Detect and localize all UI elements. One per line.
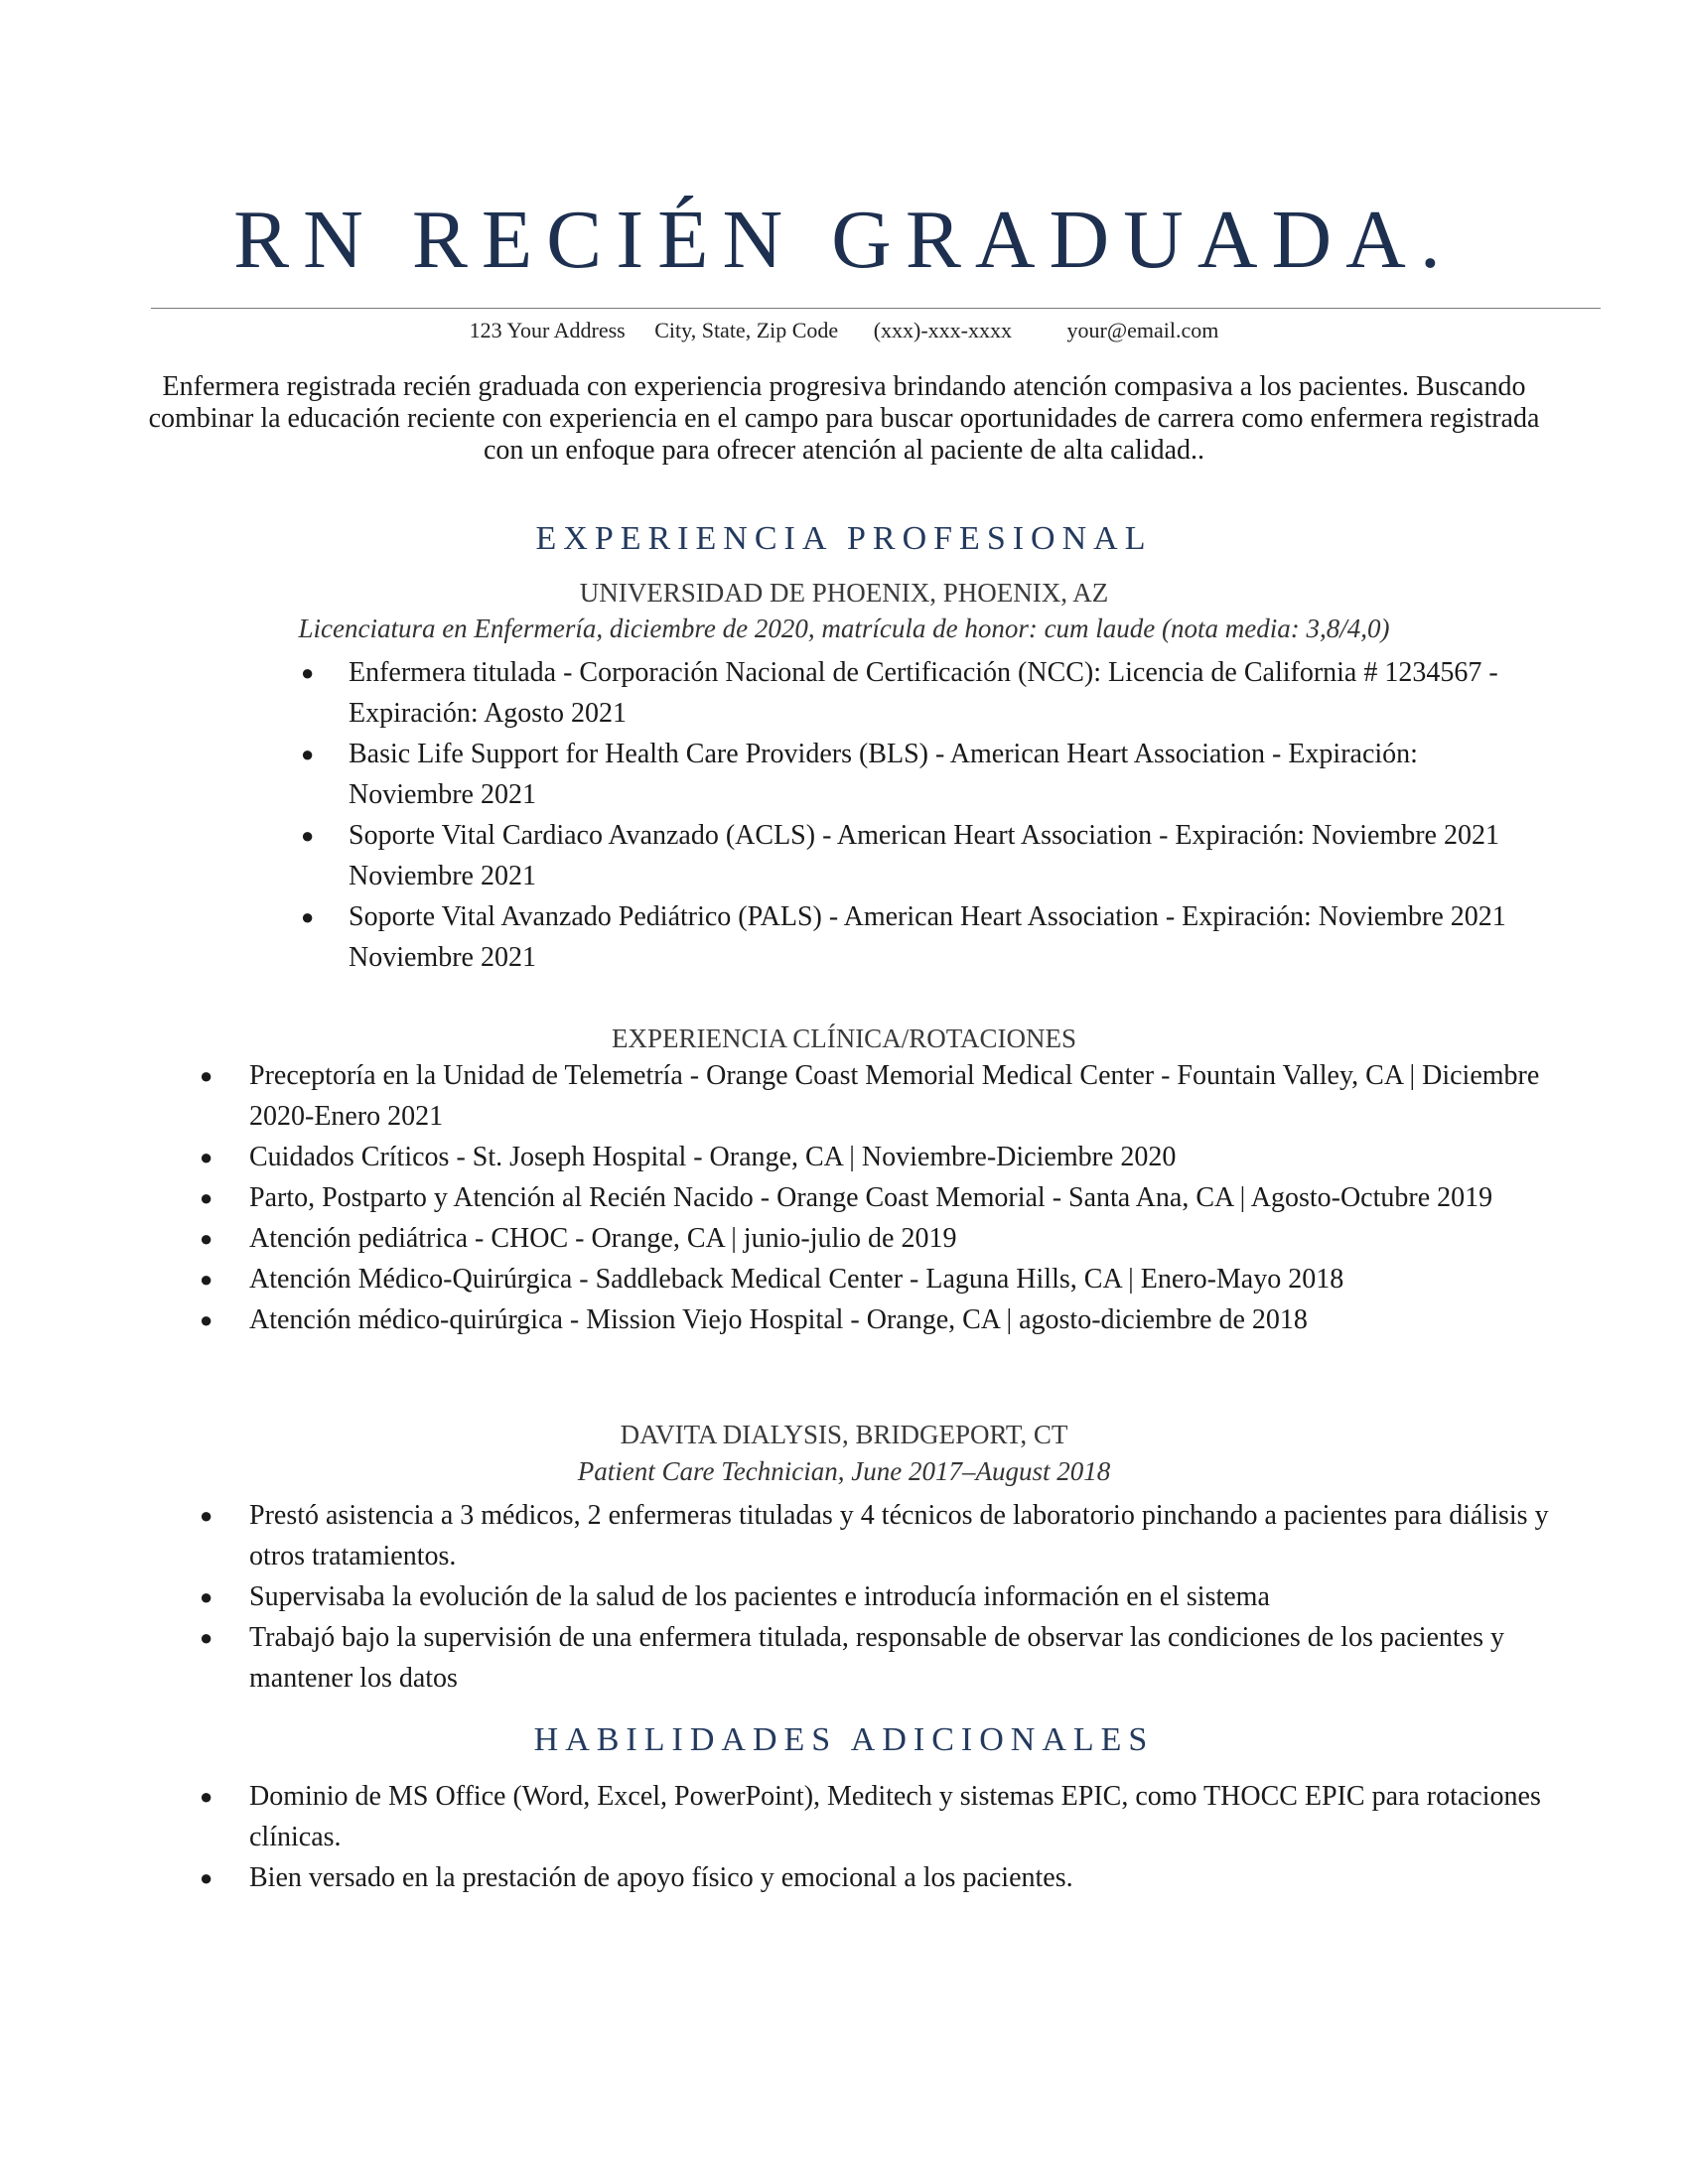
bullet-icon: ●: [301, 742, 315, 766]
bullet-icon: ●: [200, 1503, 213, 1528]
bullet-icon: ●: [200, 1865, 213, 1890]
bullet-icon: ●: [200, 1267, 213, 1292]
certifications-list: [301, 652, 1540, 978]
contact-phone: (xxx)-xxx-xxxx: [873, 318, 1012, 342]
contact-email: your@email.com: [1066, 318, 1219, 342]
bullet-icon: ●: [200, 1307, 213, 1332]
list-item: ● Prestó asistencia a 3 médicos, 2 enfermeras tituladas y 4 técnicos de laboratorio pinchando a pacientes para diálisis y otros tratamientos.: [249, 1495, 1560, 1576]
list-item: ● Soporte Vital Cardiaco Avanzado (ACLS) - American Heart Association - Expiración: Noviembre 2021 Noviembre 2021: [349, 815, 1540, 896]
bullet-icon: ●: [200, 1185, 213, 1210]
professional-summary: Enfermera registrada recién graduada con experiencia progresiva brindando atención compasiva a los pacientes. Buscando combinar la educación reciente con experiencia en el campo para buscar oportunidades de carrera como enfermera registrada con un enfoque para ofrecer atención al paciente de alta calidad..: [148, 371, 1540, 466]
resume-name: RN RECIÉN GRADUADA.: [233, 194, 1455, 286]
bullet-icon: ●: [200, 1226, 213, 1251]
list-item: ● Supervisaba la evolución de la salud de los pacientes e introducía información en el sistema: [249, 1576, 1560, 1617]
list-item: ● Enfermera titulada - Corporación Nacional de Certificación (NCC): Licencia de California # 1234567 - Expiración: Agosto 2021: [349, 652, 1540, 734]
bullet-icon: ●: [200, 1625, 213, 1650]
list-item: ● Atención médico-quirúrgica - Mission Viejo Hospital - Orange, CA | agosto-diciembre de 2018: [249, 1299, 1560, 1340]
contact-address: 123 Your Address: [469, 318, 626, 342]
education-degree: Licenciatura en Enfermería, diciembre de 2020, matrícula de honor: cum laude (nota media: 3,8/4,0): [298, 614, 1390, 643]
contact-city: City, State, Zip Code: [654, 318, 839, 342]
bullet-icon: ●: [301, 660, 315, 685]
section-title-experience: EXPERIENCIA PROFESIONAL: [535, 520, 1153, 557]
contact-line: [0, 318, 1688, 343]
bullet-icon: ●: [200, 1784, 213, 1809]
clinical-heading: EXPERIENCIA CLÍNICA/ROTACIONES: [611, 1024, 1077, 1053]
list-item: ● Atención pediátrica - CHOC - Orange, CA | junio-julio de 2019: [249, 1218, 1560, 1259]
header-divider: [151, 308, 1601, 309]
section-title-skills: HABILIDADES ADICIONALES: [533, 1721, 1155, 1758]
job-role: Patient Care Technician, June 2017–August 2018: [577, 1456, 1111, 1486]
list-item: ● Cuidados Críticos - St. Joseph Hospital - Orange, CA | Noviembre-Diciembre 2020: [249, 1137, 1560, 1177]
list-item: ● Parto, Postparto y Atención al Recién Nacido - Orange Coast Memorial - Santa Ana, CA | Agosto-Octubre 2019: [249, 1177, 1560, 1218]
job-company: DAVITA DIALYSIS, BRIDGEPORT, CT: [620, 1420, 1068, 1449]
list-item: ● Bien versado en la prestación de apoyo físico y emocional a los pacientes.: [249, 1857, 1560, 1898]
list-item: ● Dominio de MS Office (Word, Excel, PowerPoint), Meditech y sistemas EPIC, como THOCC EPIC para rotaciones clínicas.: [249, 1776, 1560, 1857]
bullet-icon: ●: [200, 1063, 213, 1088]
list-item: ● Basic Life Support for Health Care Providers (BLS) - American Heart Association - Expiración: Noviembre 2021: [349, 734, 1540, 815]
list-item: ● Preceptoría en la Unidad de Telemetría - Orange Coast Memorial Medical Center - Fountain Valley, CA | Diciembre 2020-Enero 2021: [249, 1055, 1560, 1137]
education-school: UNIVERSIDAD DE PHOENIX, PHOENIX, AZ: [579, 578, 1109, 608]
clinical-list: [200, 1055, 1560, 1340]
list-item: ● Trabajó bajo la supervisión de una enfermera titulada, responsable de observar las condiciones de los pacientes y mantener los datos: [249, 1617, 1560, 1699]
job-duties-list: [200, 1495, 1560, 1699]
bullet-icon: ●: [200, 1145, 213, 1169]
bullet-icon: ●: [301, 904, 315, 929]
list-item: ● Soporte Vital Avanzado Pediátrico (PALS) - American Heart Association - Expiración: Noviembre 2021 Noviembre 2021: [349, 896, 1540, 978]
bullet-icon: ●: [301, 823, 315, 848]
list-item: ● Atención Médico-Quirúrgica - Saddleback Medical Center - Laguna Hills, CA | Enero-Mayo 2018: [249, 1259, 1560, 1299]
bullet-icon: ●: [200, 1584, 213, 1609]
skills-list: [200, 1776, 1560, 1898]
